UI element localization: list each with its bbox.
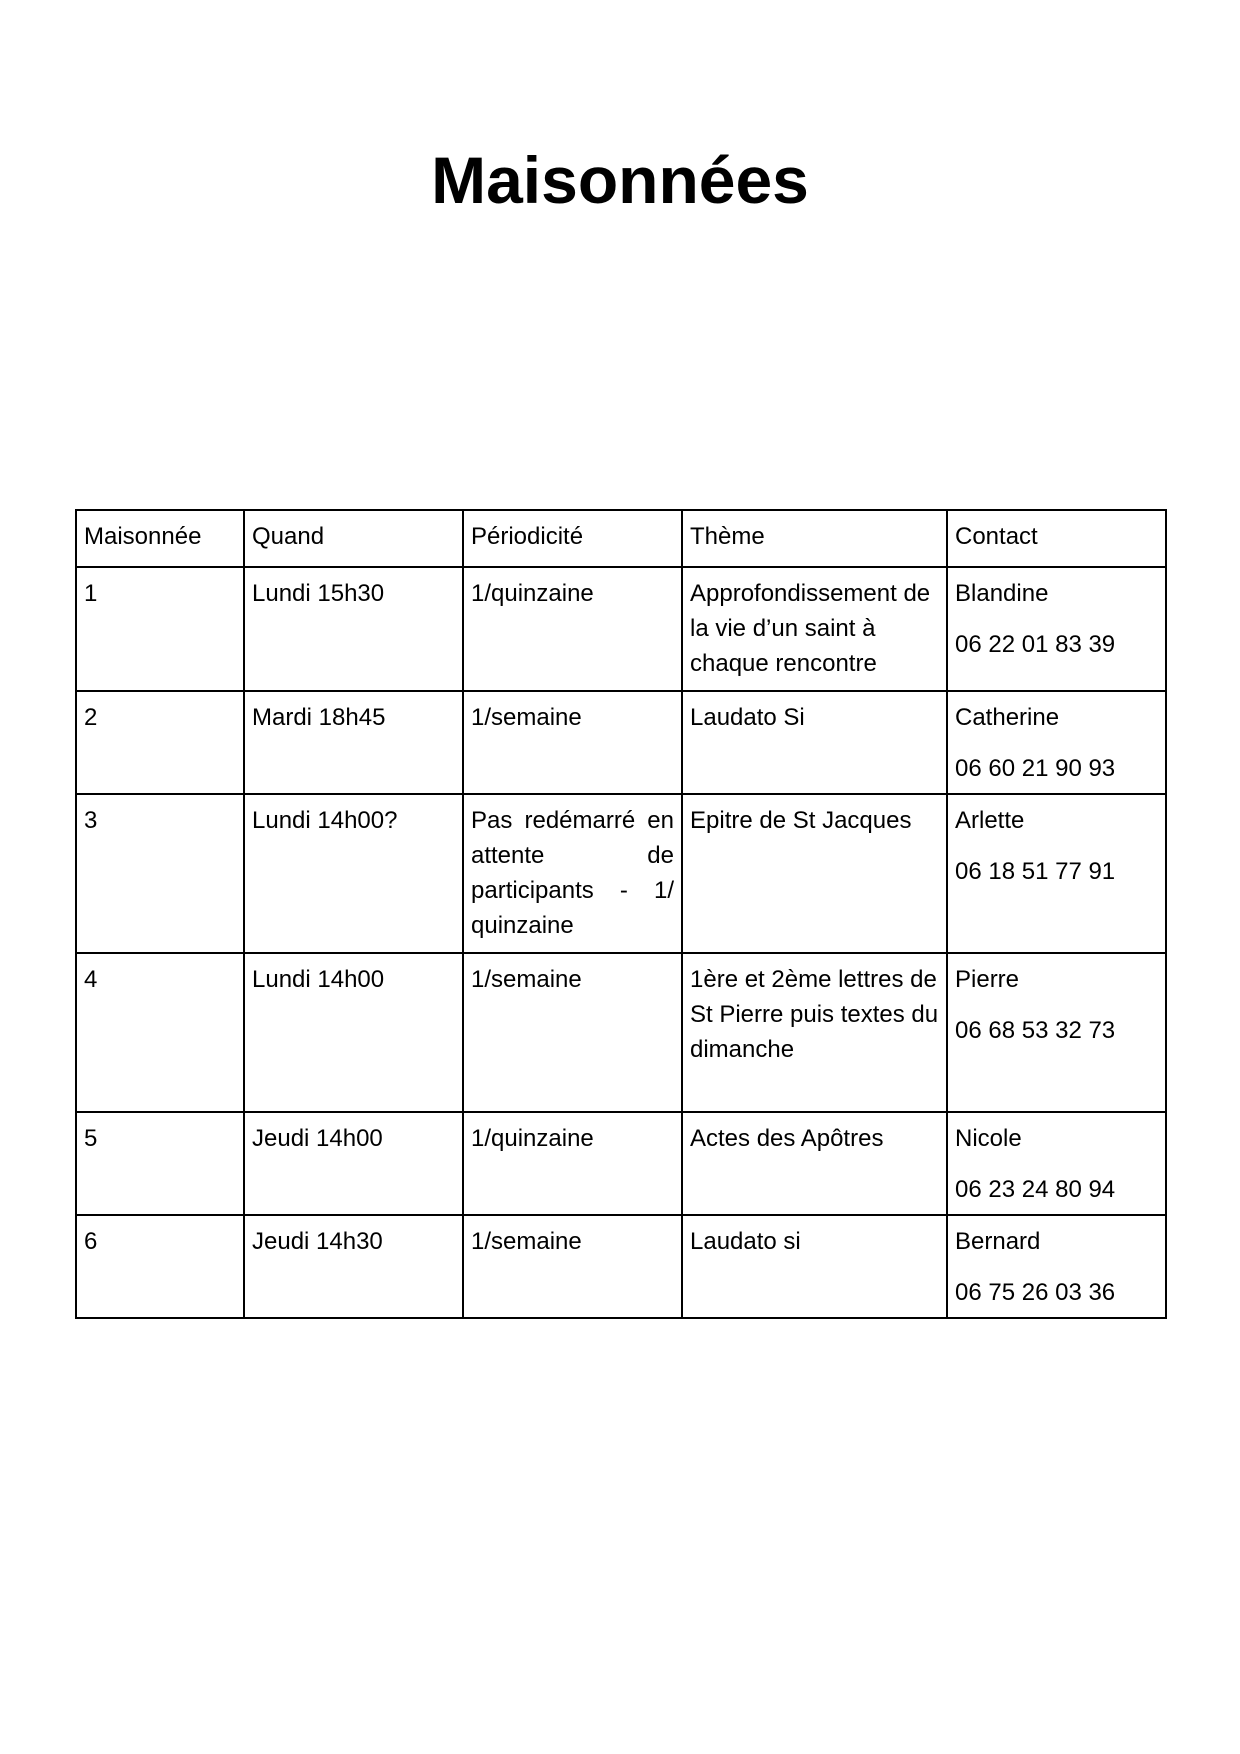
header-theme: Thème bbox=[682, 510, 947, 567]
contact-name: Nicole bbox=[955, 1125, 1022, 1152]
table-row bbox=[76, 1112, 1166, 1215]
cell-theme: Epitre de St Jacques bbox=[682, 794, 947, 953]
cell-quand: Mardi 18h45 bbox=[244, 691, 463, 794]
table-row bbox=[76, 567, 1166, 691]
cell-contact bbox=[947, 691, 1166, 794]
cell-maisonnee: 3 bbox=[76, 794, 244, 953]
cell-maisonnee: 5 bbox=[76, 1112, 244, 1215]
cell-quand: Lundi 14h00? bbox=[244, 794, 463, 953]
contact-phone: 06 75 26 03 36 bbox=[955, 1279, 1116, 1306]
cell-quand: Jeudi 14h30 bbox=[244, 1215, 463, 1318]
cell-maisonnee: 1 bbox=[76, 567, 244, 691]
cell-contact bbox=[947, 794, 1166, 953]
contact-name: Bernard bbox=[955, 1228, 1041, 1255]
header-quand: Quand bbox=[244, 510, 463, 567]
header-periodicite: Périodicité bbox=[463, 510, 682, 567]
header-contact: Contact bbox=[947, 510, 1166, 567]
cell-maisonnee: 4 bbox=[76, 953, 244, 1112]
cell-theme: Actes des Apôtres bbox=[682, 1112, 947, 1215]
table-row bbox=[76, 794, 1166, 953]
cell-theme: Approfondissement de la vie d’un saint à chaque rencontre bbox=[682, 567, 947, 691]
cell-periodicite: 1/semaine bbox=[463, 1215, 682, 1318]
contact-phone: 06 60 21 90 93 bbox=[955, 755, 1116, 782]
maisonnees-table bbox=[75, 509, 1167, 1319]
contact-phone: 06 68 53 32 73 bbox=[955, 1017, 1116, 1044]
cell-theme: Laudato Si bbox=[682, 691, 947, 794]
table-row bbox=[76, 953, 1166, 1112]
cell-quand: Lundi 15h30 bbox=[244, 567, 463, 691]
cell-maisonnee: 2 bbox=[76, 691, 244, 794]
table-row bbox=[76, 691, 1166, 794]
contact-name: Pierre bbox=[955, 966, 1020, 993]
contact-name: Arlette bbox=[955, 807, 1025, 834]
cell-quand: Jeudi 14h00 bbox=[244, 1112, 463, 1215]
cell-contact bbox=[947, 1112, 1166, 1215]
contact-phone: 06 23 24 80 94 bbox=[955, 1176, 1116, 1203]
cell-periodicite: 1/quinzaine bbox=[463, 567, 682, 691]
cell-theme: Laudato si bbox=[682, 1215, 947, 1318]
contact-name: Blandine bbox=[955, 580, 1049, 607]
cell-contact bbox=[947, 953, 1166, 1112]
page-title: Maisonnées bbox=[431, 143, 809, 217]
cell-periodicite: Pas redémarré en attente de participants - 1/ quinzaine bbox=[463, 794, 682, 953]
cell-quand: Lundi 14h00 bbox=[244, 953, 463, 1112]
contact-name: Catherine bbox=[955, 704, 1060, 731]
header-maisonnee: Maisonnée bbox=[76, 510, 244, 567]
contact-phone: 06 18 51 77 91 bbox=[955, 858, 1116, 885]
cell-periodicite: 1/semaine bbox=[463, 953, 682, 1112]
table-header-row bbox=[76, 510, 1166, 567]
cell-contact bbox=[947, 567, 1166, 691]
cell-theme: 1ère et 2ème lettres de St Pierre puis textes du dimanche bbox=[682, 953, 947, 1112]
table-row bbox=[76, 1215, 1166, 1318]
cell-contact bbox=[947, 1215, 1166, 1318]
contact-phone: 06 22 01 83 39 bbox=[955, 631, 1116, 658]
cell-periodicite: 1/quinzaine bbox=[463, 1112, 682, 1215]
cell-periodicite: 1/semaine bbox=[463, 691, 682, 794]
cell-maisonnee: 6 bbox=[76, 1215, 244, 1318]
